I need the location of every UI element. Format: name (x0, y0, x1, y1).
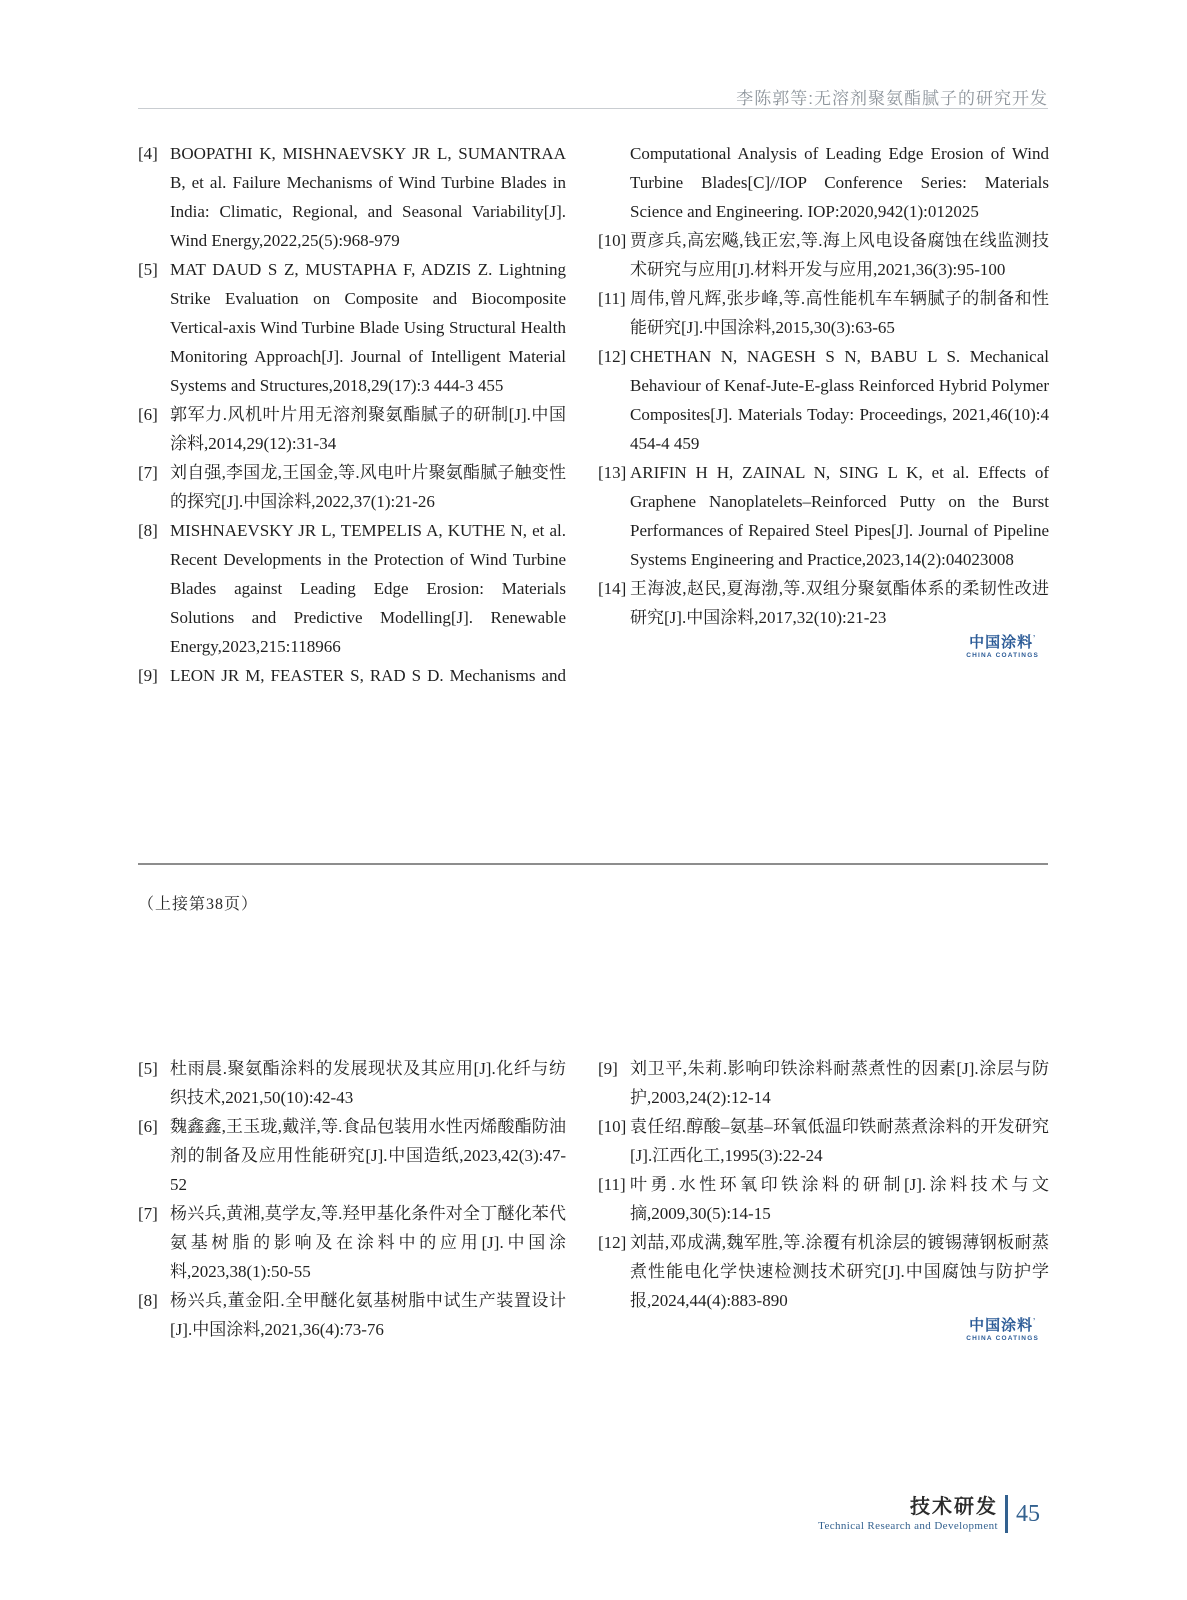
reference-number: [6] (138, 405, 158, 424)
reference-number: [12] (598, 1233, 627, 1252)
reference-text: ARIFIN H H, ZAINAL N, SING L K, et al. Effects of Graphene Nanoplatelets–Reinforced Putty on the Burst Performances of Repaired Steel Pipes[J]. Journal of Pipeline Systems Engineering and Practice,2023,14(2):04023008 (630, 463, 1049, 569)
reference-item (598, 284, 1049, 342)
reference-text: 贾彦兵,高宏飚,钱正宏,等.海上风电设备腐蚀在线监测技术研究与应用[J].材料开发与应用,2021,36(3):95-100 (630, 231, 1049, 279)
reference-text: BOOPATHI K, MISHNAEVSKY JR L, SUMANTRAA B, et al. Failure Mechanisms of Wind Turbine Blades in India: Climatic, Regional, and Seasonal Variability[J]. Wind Energy,2022,25(5):968-979 (170, 144, 566, 250)
reference-text: 杨兴兵,黄湘,莫学友,等.羟甲基化条件对全丁醚化苯代氨基树脂的影响及在涂料中的应用[J].中国涂料,2023,38(1):50-55 (170, 1204, 566, 1281)
page-footer (818, 1495, 1040, 1533)
footer-section-subtitle: Technical Research and Development (818, 1520, 998, 1532)
references-column-left (138, 1054, 566, 1344)
section-divider (138, 863, 1048, 865)
reference-text: 周伟,曾凡辉,张步峰,等.高性能机车车辆腻子的制备和性能研究[J].中国涂料,2015,30(3):63-65 (630, 289, 1049, 337)
references-section-top (138, 139, 1049, 690)
reference-number: [9] (138, 666, 158, 685)
reference-item (138, 1199, 566, 1286)
reference-item (598, 1170, 1049, 1228)
logo-en-text: CHINA COATINGS (966, 1335, 1039, 1342)
reference-number: [10] (598, 1117, 627, 1136)
references-column-right (598, 139, 1049, 690)
continuation-note: （上接第38页） (138, 896, 259, 913)
logo-trademark: ’ (1033, 635, 1037, 642)
logo-cn-label: 中国涂料 (969, 634, 1034, 651)
reference-item (598, 1112, 1049, 1170)
logo-trademark: ’ (1033, 1318, 1037, 1325)
reference-number: [13] (598, 463, 627, 482)
logo-cn-text (969, 1318, 1036, 1334)
china-coatings-logo (966, 1318, 1039, 1343)
reference-item (138, 1286, 566, 1344)
reference-item (138, 458, 566, 516)
reference-number: [8] (138, 1291, 158, 1310)
reference-text: 叶勇.水性环氧印铁涂料的研制[J].涂料技术与文摘,2009,30(5):14-15 (630, 1175, 1049, 1223)
reference-number: [7] (138, 463, 158, 482)
references-column-right (598, 1054, 1049, 1344)
reference-item (138, 1112, 566, 1199)
reference-text: 刘自强,李国龙,王国金,等.风电叶片聚氨酯腻子触变性的探究[J].中国涂料,2022,37(1):21-26 (170, 463, 566, 511)
reference-text: MAT DAUD S Z, MUSTAPHA F, ADZIS Z. Lightning Strike Evaluation on Composite and Biocomposite Vertical-axis Wind Turbine Blade Using Structural Health Monitoring Approach[J]. Journal of Intelligent Material Systems and Structures,2018,29(17):3 444-3 455 (170, 260, 566, 395)
reference-item (138, 661, 566, 690)
reference-number: [6] (138, 1117, 158, 1136)
reference-text: MISHNAEVSKY JR L, TEMPELIS A, KUTHE N, et al. Recent Developments in the Protection of Wind Turbine Blades against Leading Edge Erosion: Materials Solutions and Predictive Modelling[J]. Renewable Energy,2023,215:118966 (170, 521, 566, 656)
reference-number: [11] (598, 289, 626, 308)
logo-cn-label: 中国涂料 (969, 1317, 1034, 1334)
reference-number: [7] (138, 1204, 158, 1223)
reference-text: LEON JR M, FEASTER S, RAD S D. Mechanisms and (170, 666, 566, 685)
reference-item (598, 574, 1049, 632)
reference-number: [5] (138, 260, 158, 279)
reference-item (598, 139, 1049, 226)
reference-text: 杜雨晨.聚氨酯涂料的发展现状及其应用[J].化纤与纺织技术,2021,50(10):42-43 (170, 1059, 566, 1107)
logo-wrap (598, 1315, 1049, 1343)
reference-text: 刘卫平,朱莉.影响印铁涂料耐蒸煮性的因素[J].涂层与防护,2003,24(2):12-14 (630, 1059, 1049, 1107)
reference-item (598, 1228, 1049, 1315)
reference-item (138, 400, 566, 458)
reference-item (598, 226, 1049, 284)
reference-text: CHETHAN N, NAGESH S N, BABU L S. Mechanical Behaviour of Kenaf-Jute-E-glass Reinforced Hybrid Polymer Composites[J]. Materials Today: Proceedings, 2021,46(10):4 454-4 459 (630, 347, 1049, 453)
reference-text: Computational Analysis of Leading Edge Erosion of Wind Turbine Blades[C]//IOP Conference Series: Materials Science and Engineering. IOP:2020,942(1):012025 (630, 144, 1049, 221)
footer-section-title: 技术研发 (910, 1496, 998, 1518)
running-head-title: 李陈郭等:无溶剂聚氨酯腻子的研究开发 (736, 89, 1048, 108)
reference-number: [10] (598, 231, 627, 250)
reference-number: [14] (598, 579, 627, 598)
china-coatings-logo (966, 635, 1039, 660)
footer-labels (818, 1495, 998, 1533)
reference-item (138, 139, 566, 255)
reference-number: [9] (598, 1059, 618, 1078)
footer-divider-bar (1005, 1495, 1008, 1533)
reference-text: 魏鑫鑫,王玉珑,戴洋,等.食品包装用水性丙烯酸酯防油剂的制备及应用性能研究[J].中国造纸,2023,42(3):47-52 (170, 1117, 566, 1194)
reference-item (598, 458, 1049, 574)
reference-number: [4] (138, 144, 158, 163)
reference-text: 杨兴兵,董金阳.全甲醚化氨基树脂中试生产装置设计[J].中国涂料,2021,36(4):73-76 (170, 1291, 566, 1339)
reference-number: [11] (598, 1175, 626, 1194)
logo-wrap (598, 632, 1049, 660)
reference-text: 郭军力.风机叶片用无溶剂聚氨酯腻子的研制[J].中国涂料,2014,29(12):31-34 (170, 405, 566, 453)
reference-item (138, 516, 566, 661)
logo-en-text: CHINA COATINGS (966, 652, 1039, 659)
header-divider (138, 108, 1048, 109)
reference-number: [5] (138, 1059, 158, 1078)
reference-text: 袁任绍.醇酸–氨基–环氧低温印铁耐蒸煮涂料的开发研究[J].江西化工,1995(3):22-24 (630, 1117, 1049, 1165)
reference-item (138, 1054, 566, 1112)
references-section-bottom (138, 1054, 1049, 1344)
reference-item (598, 342, 1049, 458)
page-number: 45 (1016, 1501, 1040, 1527)
reference-item (138, 255, 566, 400)
reference-item (598, 1054, 1049, 1112)
logo-cn-text (969, 635, 1036, 651)
reference-text: 刘喆,邓成满,魏军胜,等.涂覆有机涂层的镀锡薄钢板耐蒸煮性能电化学快速检测技术研究[J].中国腐蚀与防护学报,2024,44(4):883-890 (630, 1233, 1049, 1310)
reference-number: [12] (598, 347, 627, 366)
reference-text: 王海波,赵民,夏海渤,等.双组分聚氨酯体系的柔韧性改进研究[J].中国涂料,2017,32(10):21-23 (630, 579, 1049, 627)
references-column-left (138, 139, 566, 690)
reference-number: [8] (138, 521, 158, 540)
